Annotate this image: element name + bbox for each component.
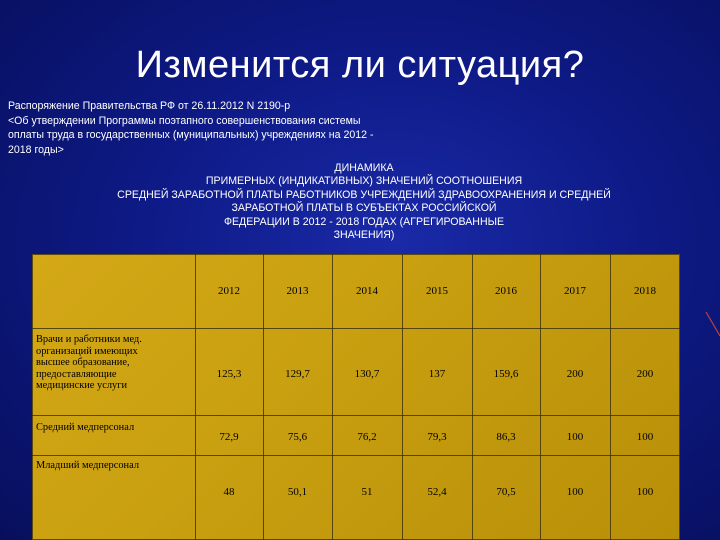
decree-reference bbox=[8, 99, 438, 157]
table-cell-value: 125,3 bbox=[216, 368, 242, 380]
year-header: 2018 bbox=[634, 285, 656, 297]
caption-line: СРЕДНЕЙ ЗАРАБОТНОЙ ПЛАТЫ РАБОТНИКОВ УЧРЕЖДЕНИЙ ЗДРАВООХРАНЕНИЯ И СРЕДНЕЙ bbox=[117, 188, 611, 201]
table-cell-value: 100 bbox=[636, 431, 654, 443]
table-caption bbox=[40, 162, 688, 242]
table-cell-value: 100 bbox=[566, 431, 584, 443]
row-label-line: высшее образование, bbox=[36, 357, 130, 369]
table-cell-value: 200 bbox=[566, 368, 584, 380]
year-header: 2015 bbox=[426, 285, 448, 297]
row-label bbox=[36, 334, 166, 392]
year-header: 2014 bbox=[356, 285, 378, 297]
caption-line: ДИНАМИКА bbox=[334, 162, 394, 174]
row-label-line: Средний медперсонал bbox=[36, 422, 135, 433]
corner-decoration bbox=[704, 310, 720, 338]
table-cell-value: 72,9 bbox=[219, 431, 239, 443]
row-label bbox=[36, 422, 166, 434]
year-header: 2012 bbox=[218, 285, 240, 297]
table-cell-value: 70,5 bbox=[496, 486, 516, 498]
table-cell-value: 51 bbox=[361, 486, 373, 498]
salary-ratio-table bbox=[32, 254, 680, 540]
slide-title: Изменится ли ситуация? bbox=[135, 44, 585, 86]
table-cell-value: 130,7 bbox=[354, 368, 380, 380]
table-cell-value: 129,7 bbox=[285, 368, 310, 380]
table-row-divider bbox=[32, 455, 680, 456]
table-row-divider bbox=[32, 328, 680, 329]
row-label-line: Врачи и работники мед. bbox=[36, 334, 142, 345]
table-cell-value: 159,6 bbox=[493, 368, 519, 380]
decree-line: <Об утверждении Программы поэтапного совершенствования системы bbox=[8, 114, 361, 127]
row-label-line: предоставляющие bbox=[36, 368, 117, 380]
row-label bbox=[36, 460, 166, 472]
row-label-line: Младший медперсонал bbox=[36, 460, 140, 471]
decree-line: 2018 годы> bbox=[8, 143, 64, 156]
row-label-line: медицинские услуги bbox=[36, 380, 128, 392]
table-cell-value: 48 bbox=[223, 486, 235, 498]
table-row-divider bbox=[32, 415, 680, 416]
table-cell-value: 100 bbox=[636, 486, 654, 498]
decree-line: Распоряжение Правительства РФ от 26.11.2012 N 2190-р bbox=[8, 100, 291, 112]
table-cell-value: 76,2 bbox=[357, 431, 377, 443]
year-header: 2017 bbox=[564, 285, 586, 297]
table-cell-value: 75,6 bbox=[287, 431, 308, 443]
table-cell-value: 100 bbox=[566, 486, 584, 498]
table-cell-value: 86,3 bbox=[496, 431, 516, 443]
caption-line: ПРИМЕРНЫХ (ИНДИКАТИВНЫХ) ЗНАЧЕНИЙ СООТНОШЕНИЯ bbox=[205, 175, 523, 188]
year-header: 2016 bbox=[495, 285, 517, 297]
table-cell-value: 50,1 bbox=[287, 486, 308, 498]
table-cell-value: 200 bbox=[636, 368, 654, 380]
caption-line: ЗАРАБОТНОЙ ПЛАТЫ В СУБЪЕКТАХ РОССИЙСКОЙ bbox=[231, 202, 497, 215]
caption-line: ЗНАЧЕНИЯ) bbox=[333, 229, 395, 242]
table-cell-value: 52,4 bbox=[427, 486, 447, 498]
caption-line: ФЕДЕРАЦИИ В 2012 - 2018 ГОДАХ (АГРЕГИРОВАННЫЕ bbox=[223, 215, 505, 228]
table-cell-value: 79,3 bbox=[427, 431, 447, 443]
year-header: 2013 bbox=[286, 285, 309, 297]
decree-line: оплаты труда в государственных (муниципальных) учреждениях на 2012 - bbox=[8, 129, 374, 142]
table-cell-value: 137 bbox=[428, 368, 446, 380]
row-label-line: организаций имеющих bbox=[36, 345, 138, 357]
